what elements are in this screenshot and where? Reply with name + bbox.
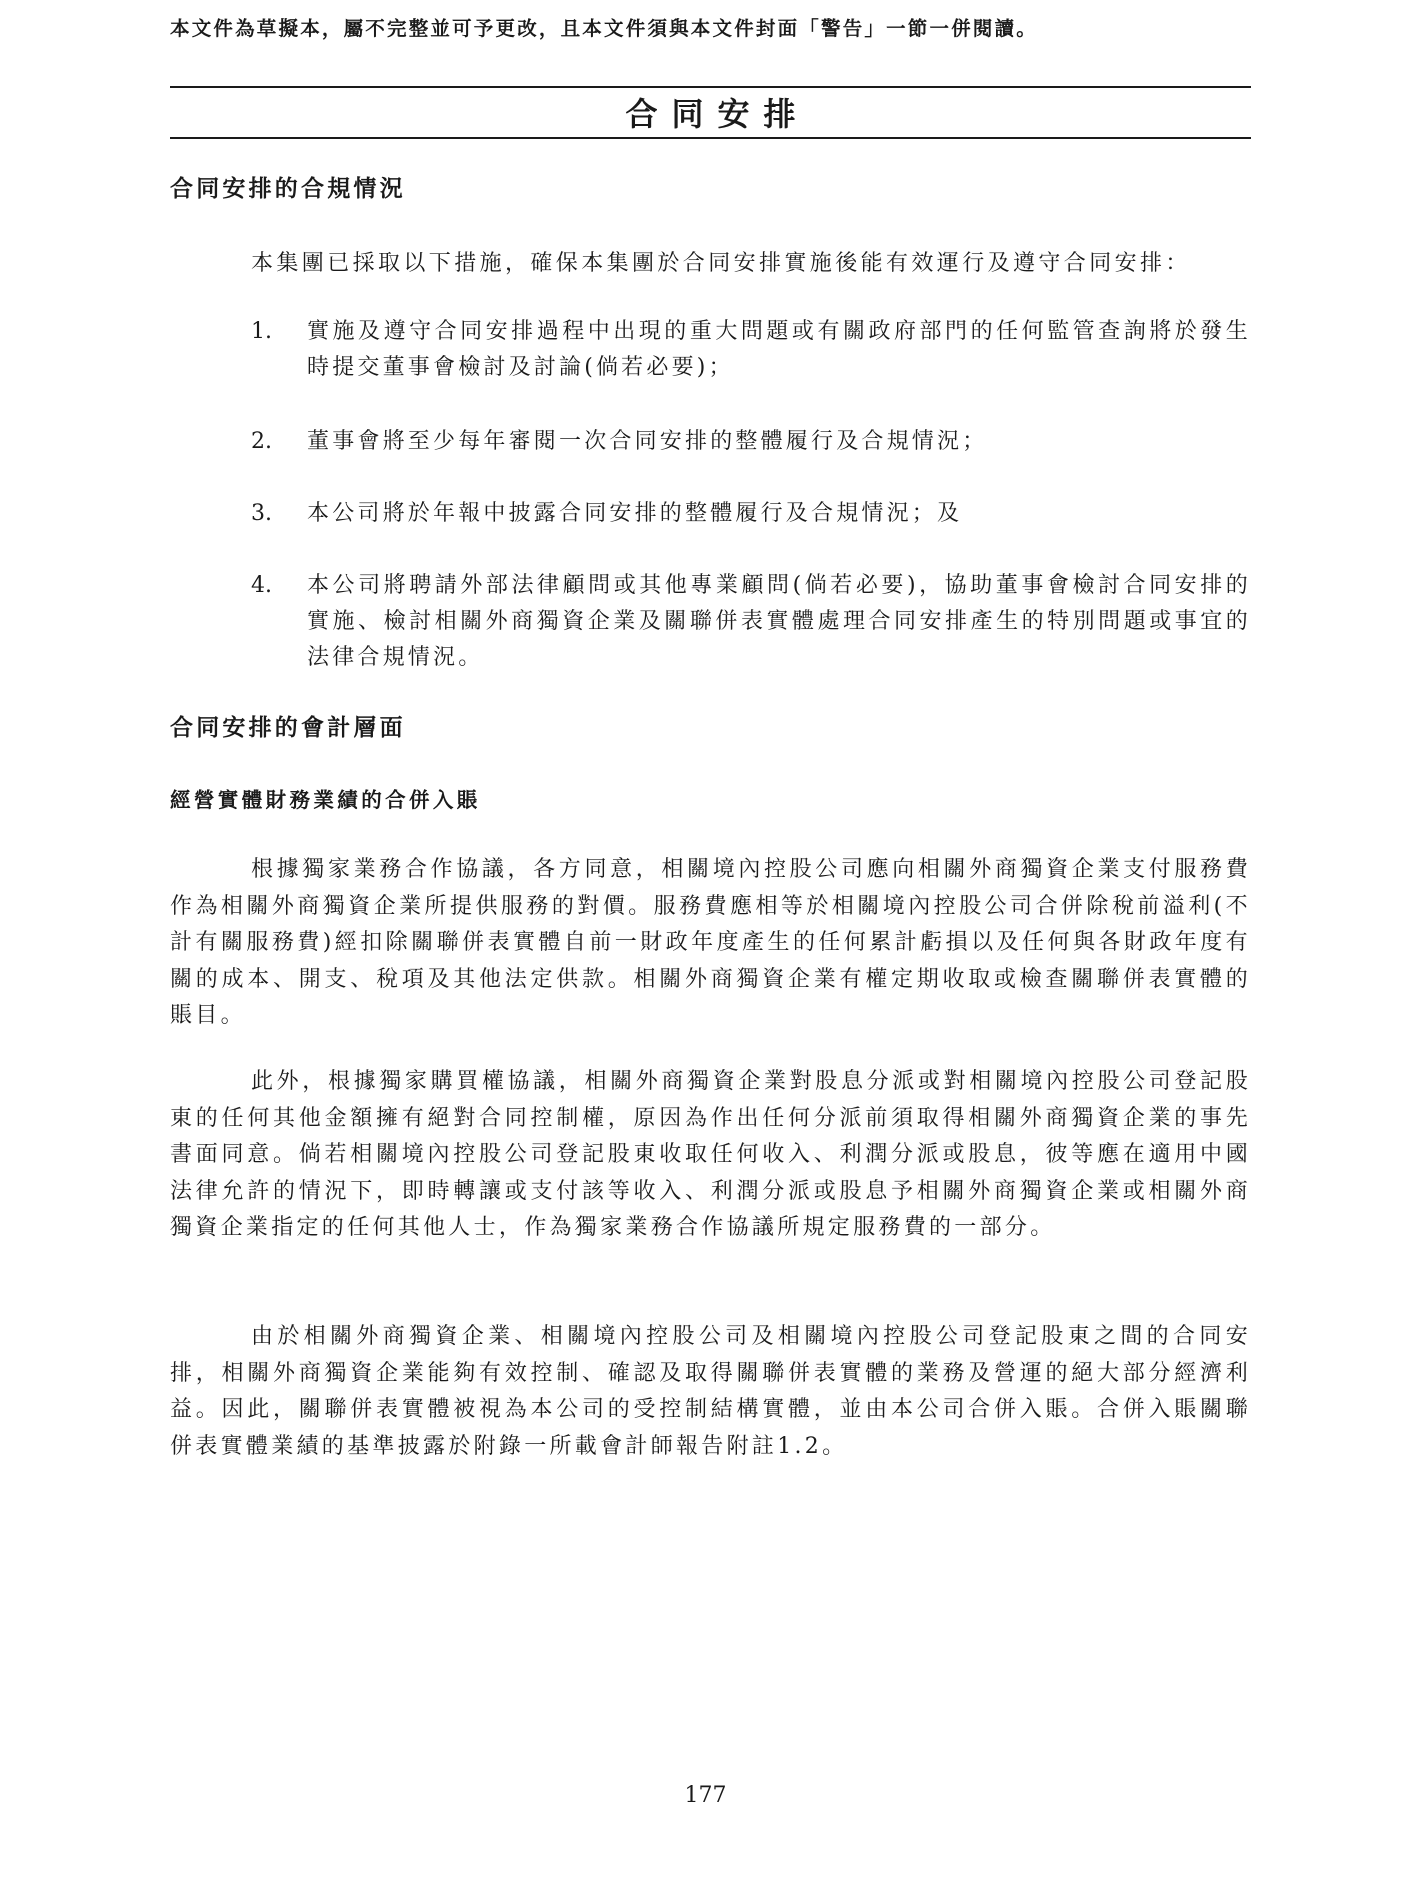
list-item-number: 4.	[251, 573, 272, 598]
list-item-text: 實施及遵守合同安排過程中出現的重大問題或有關政府部門的任何監管查詢將於發生時提交董事會檢討及討論(倘若必要)；	[307, 319, 1251, 380]
list-item-number: 1.	[251, 319, 272, 344]
list-item	[251, 424, 1251, 460]
list-item-text: 本公司將聘請外部法律顧問或其他專業顧問(倘若必要)，協助董事會檢討合同安排的實施、檢討相關外商獨資企業及關聯併表實體處理合同安排產生的特別問題或事宜的法律合規情況。	[307, 573, 1251, 670]
list-item	[251, 496, 1251, 532]
draft-warning: 本文件為草擬本，屬不完整並可予更改，且本文件須與本文件封面「警告」一節一併閱讀。	[170, 17, 1039, 40]
page-number: 177	[684, 1783, 727, 1808]
list-item	[251, 314, 1251, 386]
title-bottom-rule	[170, 137, 1251, 139]
section-heading-accounting: 合同安排的會計層面	[170, 714, 406, 741]
list-item-number: 2.	[251, 429, 272, 454]
list-item-number: 3.	[251, 501, 272, 526]
paragraph: 此外，根據獨家購買權協議，相關外商獨資企業對股息分派或對相關境內控股公司登記股東的任何其他金額擁有絕對合同控制權，原因為作出任何分派前須取得相關外商獨資企業的事先書面同意。倘若相關境內控股公司登記股東收取任何收入、利潤分派或股息，彼等應在適用中國法律允許的情況下，即時轉讓或支付該等收入、利潤分派或股息予相關外商獨資企業或相關外商獨資企業指定的任何其他人士，作為獨家業務合作協議所規定服務費的一部分。	[170, 1069, 1251, 1240]
title-top-rule	[170, 86, 1251, 88]
paragraph: 根據獨家業務合作協議，各方同意，相關境內控股公司應向相關外商獨資企業支付服務費作為相關外商獨資企業所提供服務的對價。服務費應相等於相關境內控股公司合併除稅前溢利(不計有關服務費)經扣除關聯併表實體自前一財政年度產生的任何累計虧損以及任何與各財政年度有關的成本、開支、稅項及其他法定供款。相關外商獨資企業有權定期收取或檢查關聯併表實體的賬目。	[170, 857, 1251, 1028]
list-item-text: 董事會將至少每年審閱一次合同安排的整體履行及合規情況；	[307, 429, 988, 454]
page-title: 合同安排	[625, 95, 810, 133]
subheading-consolidation: 經營實體財務業績的合併入賬	[170, 788, 481, 812]
compliance-intro: 本集團已採取以下措施，確保本集團於合同安排實施後能有效運行及遵守合同安排：	[251, 251, 1191, 276]
paragraph: 由於相關外商獨資企業、相關境內控股公司及相關境內控股公司登記股東之間的合同安排，相關外商獨資企業能夠有效控制、確認及取得關聯併表實體的業務及營運的絕大部分經濟利益。因此，關聯併表實體被視為本公司的受控制結構實體，並由本公司合併入賬。合併入賬關聯併表實體業績的基準披露於附錄一所載會計師報告附註1.2。	[170, 1324, 1251, 1459]
section-heading-compliance: 合同安排的合規情況	[170, 175, 406, 202]
list-item-text: 本公司將於年報中披露合同安排的整體履行及合規情況；及	[307, 501, 963, 526]
list-item	[251, 568, 1251, 676]
